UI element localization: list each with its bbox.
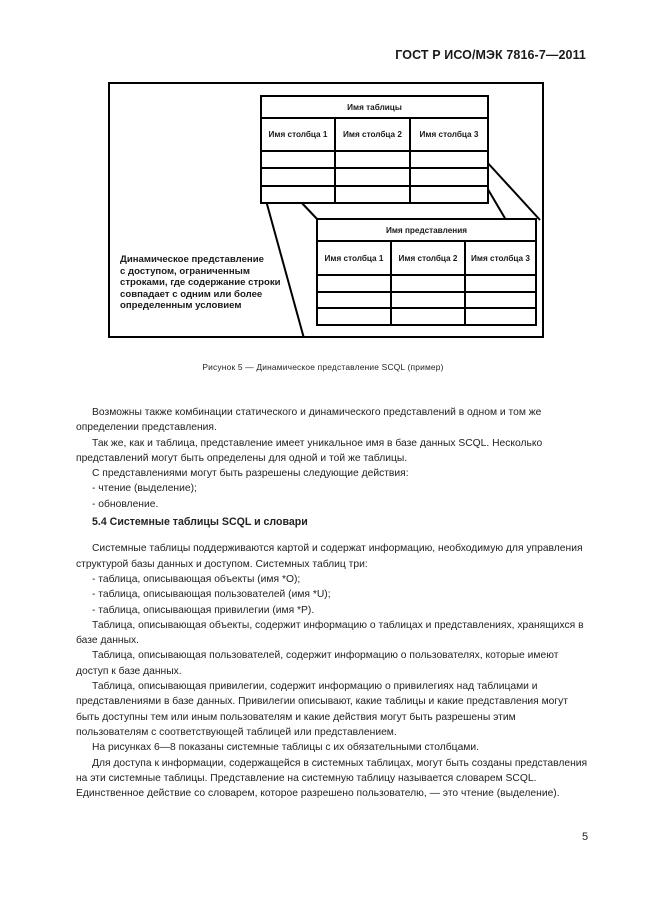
- figure-caption: Рисунок 5 — Динамическое представление SCQL (пример): [202, 362, 444, 372]
- source-table-title: Имя таблицы: [261, 96, 488, 118]
- source-table: [260, 95, 489, 204]
- view-table-title: Имя представления: [317, 219, 536, 241]
- source-table-row: [261, 186, 488, 203]
- paragraph: Таблица, описывающая объекты, содержит информацию о таблицах и представлениях, хранящихся в базе данных.: [76, 619, 584, 647]
- paragraph: Таблица, описывающая привилегии, содержит информацию о привилегиях над таблицами и представлениями в базе данных. Привилегии описывают, какие таблицы и какие представления могут быть доступны тем или иным пользователям и какие действия могут быть разрешены этим пользователям с соответствующей таблицей или представлением.: [76, 681, 569, 738]
- view-table-row: [317, 292, 536, 308]
- list-item: - таблица, описывающая объекты (имя *O);: [92, 573, 301, 585]
- paragraph: Системные таблицы поддерживаются картой и содержат информацию, необходимую для управления структурой базы данных и доступом. Системных таблиц три:: [76, 543, 583, 570]
- paragraph: Так же, как и таблица, представление имеет уникальное имя в базе данных SCQL. Несколько представлений могут быть определены для одной и той же таблицы.: [76, 437, 543, 464]
- label-line: с доступом, ограниченным: [120, 265, 250, 277]
- view-table: [316, 218, 537, 326]
- paragraph: Возможны также комбинации статического и динамического представлений в одном и том же определении представления.: [76, 407, 542, 434]
- figure-5-diagram: [108, 82, 544, 338]
- view-table-col-3: Имя столбца 3: [465, 241, 536, 275]
- paragraph: С представлениями могут быть разрешены следующие действия:: [92, 468, 409, 480]
- view-table-row: [317, 308, 536, 325]
- source-table-col-2: Имя столбца 2: [335, 118, 410, 151]
- view-table-col-1: Имя столбца 1: [317, 241, 391, 275]
- page-number: 5: [582, 831, 589, 843]
- label-line: строками, где содержание строки: [120, 277, 281, 288]
- paragraph: Для доступа к информации, содержащейся в системных таблицах, могут быть созданы представления на эти системные таблицы. Представление на системную таблицу называется словарем SCQL. Единственное действие со словарем, которое разрешено пользователю, — это чтение (выделение).: [76, 757, 588, 800]
- label-line: совпадает с одним или более: [120, 288, 263, 300]
- body-text: [76, 405, 590, 801]
- list-item: - чтение (выделение);: [92, 483, 197, 495]
- document-header-standard-id: ГОСТ Р ИСО/МЭК 7816-7—2011: [395, 48, 586, 62]
- view-table-col-2: Имя столбца 2: [391, 241, 465, 275]
- source-table-row: [261, 151, 488, 168]
- label-line: определенным условием: [120, 300, 242, 311]
- source-table-row: [261, 168, 488, 186]
- source-table-col-3: Имя столбца 3: [410, 118, 488, 151]
- dynamic-view-description: [120, 254, 320, 312]
- section-heading: 5.4 Системные таблицы SCQL и словари: [92, 516, 308, 529]
- label-line: Динамическое представление: [120, 254, 264, 265]
- list-item: - обновление.: [92, 498, 159, 510]
- view-table-row: [317, 275, 536, 292]
- list-item: - таблица, описывающая привилегии (имя *P).: [92, 604, 315, 616]
- paragraph: Таблица, описывающая пользователей, содержит информацию о пользователях, которые имеют доступ к базе данных.: [76, 650, 559, 677]
- list-item: - таблица, описывающая пользователей (имя *U);: [92, 589, 331, 601]
- source-table-col-1: Имя столбца 1: [261, 118, 335, 151]
- paragraph: На рисунках 6—8 показаны системные таблицы с их обязательными столбцами.: [92, 742, 479, 754]
